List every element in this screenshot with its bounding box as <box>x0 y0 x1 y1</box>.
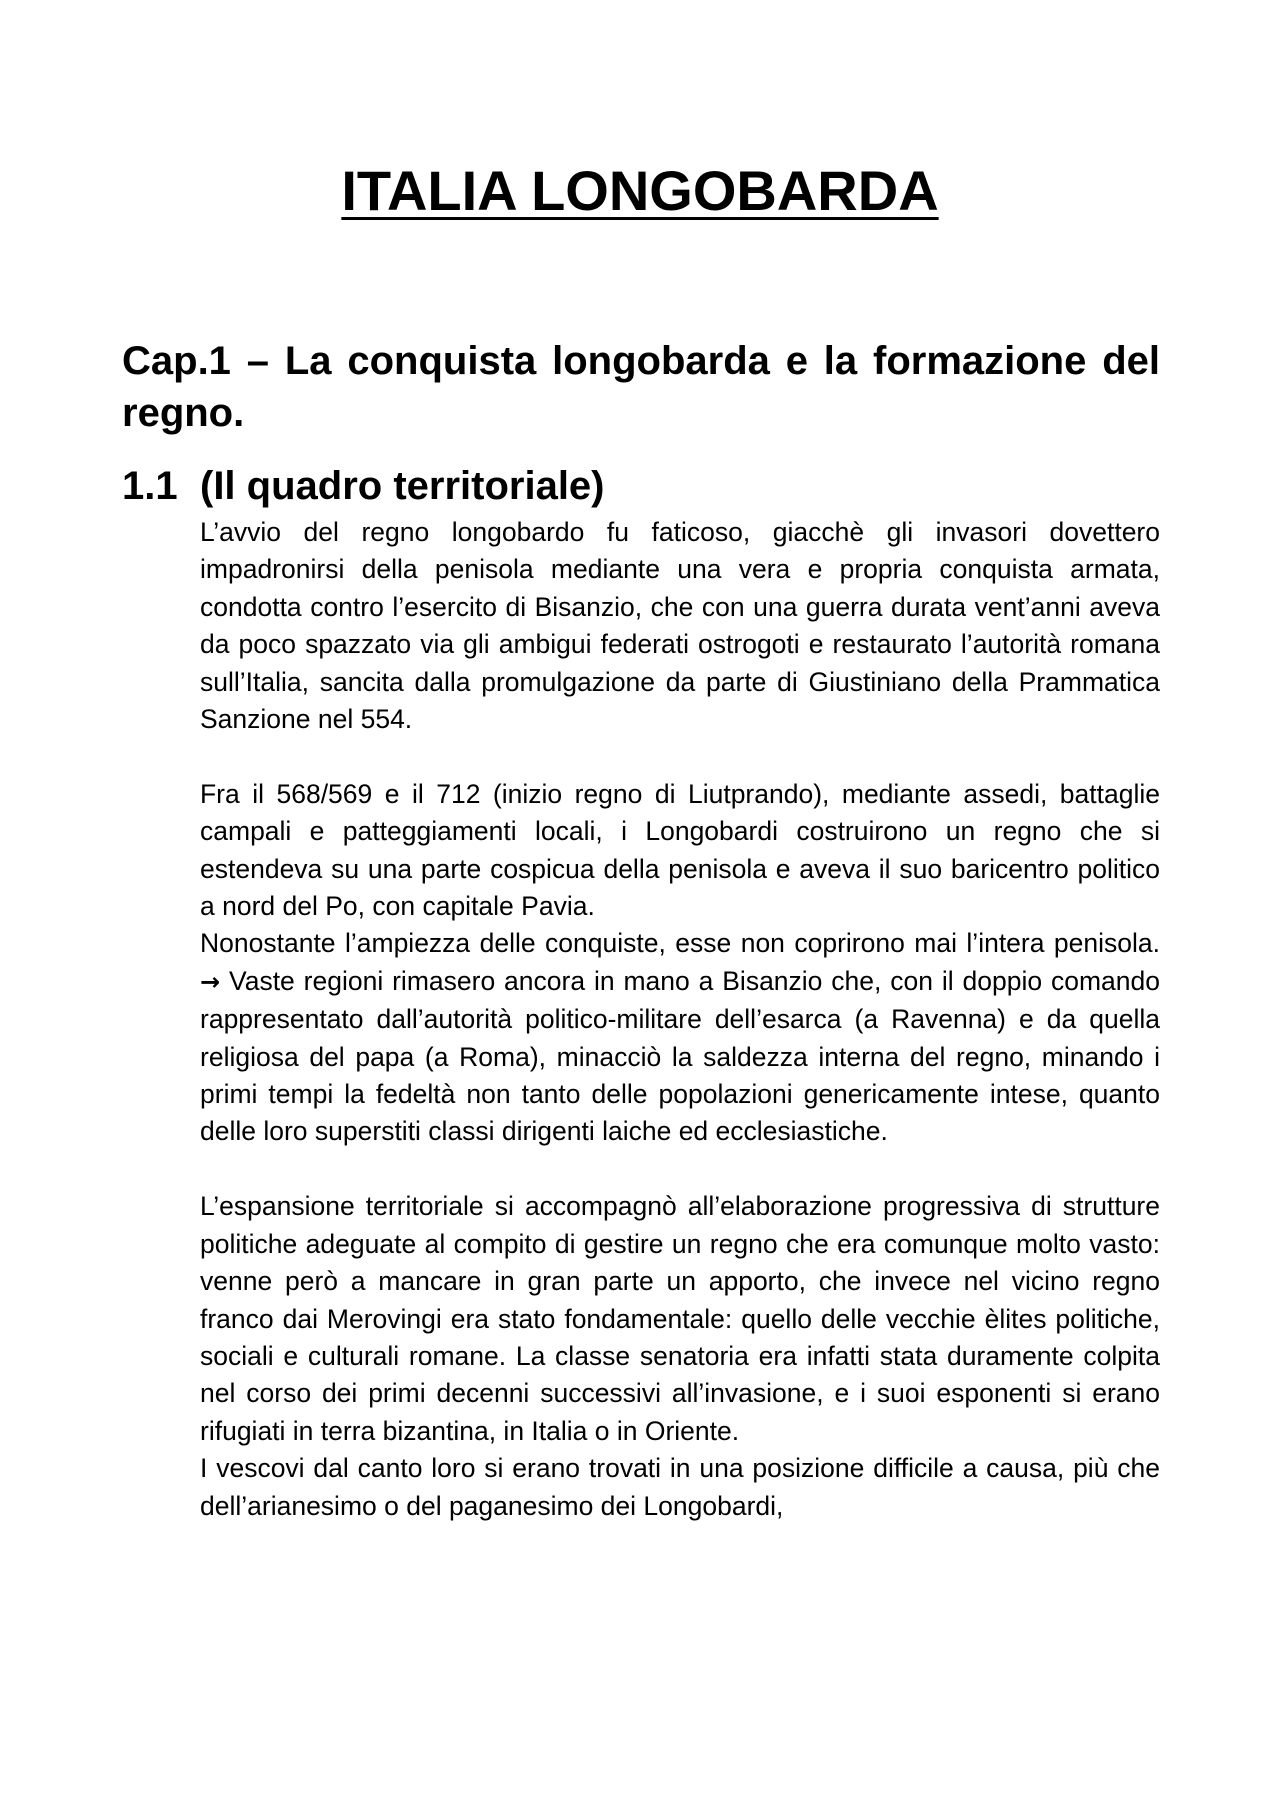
section-heading <box>122 460 605 512</box>
paragraph <box>200 925 1160 1150</box>
paragraph: L’espansione territoriale si accompagnò all’elaborazione progressiva di strutture politiche adeguate al compito di gestire un regno che era comunque molto vasto: venne però a mancare in gran parte un apporto, che invece nel vicino regno franco dai Merovingi era stato fondamentale: quello delle vecchie èlites politiche, sociali e culturali romane. La classe senatoria era infatti stata duramente colpita nel corso dei primi decenni successivi all’invasione, e i suoi esponenti si erano rifugiati in terra bizantina, in Italia o in Oriente. <box>200 1191 1160 1446</box>
section-title: (Il quadro territoriale) <box>200 464 605 508</box>
paragraph-text: Vaste regioni rimasero ancora in mano a Bisanzio che, con il doppio comando rappresentato dall’autorità politico-militare dell’esarca (a Ravenna) e da quella religiosa del papa (a Roma), minacciò la saldezza interna del regno, minando i primi tempi la fedeltà non tanto delle popolazioni genericamente intese, quanto delle loro superstiti classi dirigenti laiche ed ecclesiastiche. <box>200 965 1160 1147</box>
document-title: ITALIA LONGOBARDA <box>341 159 939 222</box>
paragraph-text: Nonostante l’ampiezza delle conquiste, esse non coprirono mai l’intera penisola. <box>200 928 1160 959</box>
paragraph: I vescovi dal canto loro si erano trovati in una posizione difficile a causa, più che dell’arianesimo o del paganesimo dei Longobardi, <box>200 1453 1160 1521</box>
paragraph: Fra il 568/569 e il 712 (inizio regno di Liutprando), mediante assedi, battaglie campali e patteggiamenti locali, i Longobardi costruirono un regno che si estendeva su una parte cospicua della penisola e aveva il suo baricentro politico a nord del Po, con capitale Pavia. <box>200 778 1160 922</box>
section-body <box>200 514 1160 1525</box>
chapter-title: Cap.1 – La conquista longobarda e la formazione del regno. <box>122 339 1160 435</box>
section-number: 1.1 <box>122 464 178 508</box>
right-arrow-icon: → <box>200 967 221 996</box>
paragraph: L’avvio del regno longobardo fu faticoso, giacchè gli invasori dovettero impadronirsi della penisola mediante una vera e propria conquista armata, condotta contro l’esercito di Bisanzio, che con una guerra durata vent’anni aveva da poco spazzato via gli ambigui federati ostrogoti e restaurato l’autorità romana sull’Italia, sancita dalla promulgazione da parte di Giustiniano della Prammatica Sanzione nel 554. <box>200 517 1160 735</box>
